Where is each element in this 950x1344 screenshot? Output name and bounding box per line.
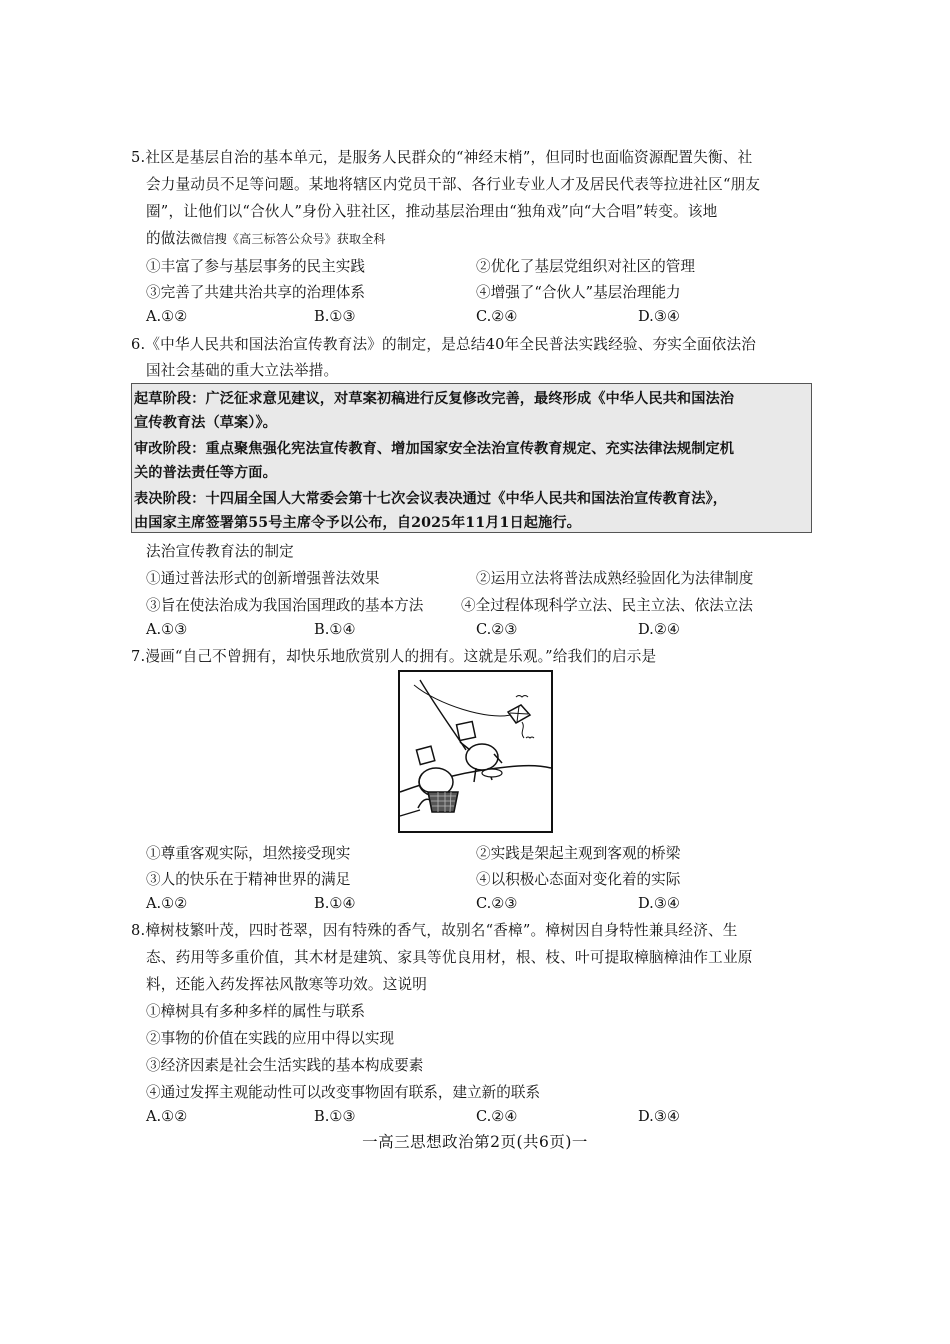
q8-statement-1: ①樟树具有多种多样的属性与联系 xyxy=(146,1003,365,1020)
box-line-5: 表决阶段：十四届全国人大常委会第十七次会议表决通过《中华人民共和国法治宣传教育法》， xyxy=(134,491,727,507)
q5-line-4-text: 的做法 xyxy=(146,230,191,247)
q7-statement-3: ③人的快乐在于精神世界的满足 xyxy=(146,871,351,888)
q7-choice-a: A.①② xyxy=(146,895,188,912)
q5-line-3: 圈”，让他们以“合伙人”身份入驻社区，推动基层治理由“独角戏”向“大合唱”转变。该地 xyxy=(146,203,718,220)
q5-choice-b: B.①③ xyxy=(314,308,356,325)
q7-choice-c: C.②③ xyxy=(476,895,518,912)
q6-choice-c: C.②③ xyxy=(476,621,518,638)
q6-stem: 法治宣传教育法的制定 xyxy=(146,543,294,560)
box-line-2: 宣传教育法（草案）》。 xyxy=(134,415,277,431)
q5-line-4 xyxy=(146,229,386,249)
q6-statement-4: ④全过程体现科学立法、民主立法、依法立法 xyxy=(461,597,753,614)
q8-choice-b: B.①③ xyxy=(314,1108,356,1125)
q6-material-box xyxy=(131,383,812,533)
q5-statement-2: ②优化了基层党组织对社区的管理 xyxy=(476,258,695,275)
q8-choice-a: A.①② xyxy=(146,1108,188,1125)
q6-statement-3: ③旨在使法治成为我国治国理政的基本方法 xyxy=(146,597,424,614)
q5-choice-d: D.③④ xyxy=(638,308,680,325)
q8-line-3: 料，还能入药发挥祛风散寒等功效。这说明 xyxy=(146,976,428,993)
q6-choice-b: B.①④ xyxy=(314,621,356,638)
q5-choice-c: C.②④ xyxy=(476,308,518,325)
q8-statement-2: ②事物的价值在实践的应用中得以实现 xyxy=(146,1030,395,1047)
q5-line-1: 5.社区是基层自治的基本单元，是服务人民群众的“神经末梢”，但同时也面临资源配置失衡、社 xyxy=(131,149,753,166)
q5-statement-3: ③完善了共建共治共享的治理体系 xyxy=(146,284,365,301)
q7-choice-d: D.③④ xyxy=(638,895,680,912)
q6-choice-a: A.①③ xyxy=(146,621,188,638)
q5-statement-4: ④增强了“合伙人”基层治理能力 xyxy=(476,284,681,301)
q6-line-1: 6.《中华人民共和国法治宣传教育法》的制定，是总结40年全民普法实践经验、夯实全面依法治 xyxy=(131,336,757,353)
q7-line-1: 7.漫画“自己不曾拥有，却快乐地欣赏别人的拥有。这就是乐观。”给我们的启示是 xyxy=(131,648,657,665)
q8-line-1: 8.樟树枝繁叶茂，四时苍翠，因有特殊的香气，故别名“香樟”。樟树因自身特性兼具经济、生 xyxy=(131,922,738,939)
q8-line-2: 态、药用等多重价值，其木材是建筑、家具等优良用材，根、枝、叶可提取樟脑樟油作工业原 xyxy=(146,949,753,966)
q5-choice-a: A.①② xyxy=(146,308,188,325)
box-line-1: 起草阶段：广泛征求意见建议，对草案初稿进行反复修改完善，最终形成《中华人民共和国法治 xyxy=(134,391,735,407)
box-line-6: 由国家主席签署第55号主席令予以公布，自2025年11月1日起施行。 xyxy=(134,515,581,531)
q8-choice-c: C.②④ xyxy=(476,1108,518,1125)
q6-line-2: 国社会基础的重大立法举措。 xyxy=(146,362,339,379)
q7-choice-b: B.①④ xyxy=(314,895,356,912)
q6-choice-d: D.②④ xyxy=(638,621,680,638)
q8-statement-4: ④通过发挥主观能动性可以改变事物固有联系，建立新的联系 xyxy=(146,1084,541,1101)
q5-line-2: 会力量动员不足等问题。某地将辖区内党员干部、各行业专业人才及居民代表等拉进社区“朋友 xyxy=(146,176,761,193)
box-line-3: 审改阶段：重点聚焦强化宪法宣传教育、增加国家安全法治宣传教育规定、充实法律法规制定机 xyxy=(134,441,735,457)
q7-statement-2: ②实践是架起主观到客观的桥梁 xyxy=(476,845,681,862)
q5-statement-1: ①丰富了参与基层事务的民主实践 xyxy=(146,258,365,275)
q7-statement-4: ④以积极心态面对变化着的实际 xyxy=(476,871,681,888)
q8-statement-3: ③经济因素是社会生活实践的基本构成要素 xyxy=(146,1057,424,1074)
watermark-text: 微信搜《高三标答公众号》获取全科 xyxy=(190,232,386,246)
box-line-4: 关的普法责任等方面。 xyxy=(134,465,277,481)
q6-statement-2: ②运用立法将普法成熟经验固化为法律制度 xyxy=(476,570,754,587)
q8-choice-d: D.③④ xyxy=(638,1108,680,1125)
q6-statement-1: ①通过普法形式的创新增强普法效果 xyxy=(146,570,380,587)
page-footer: 一高三思想政治第2页(共6页)一 xyxy=(362,1133,588,1151)
cartoon-illustration xyxy=(398,670,553,833)
q7-statement-1: ①尊重客观实际，坦然接受现实 xyxy=(146,845,351,862)
